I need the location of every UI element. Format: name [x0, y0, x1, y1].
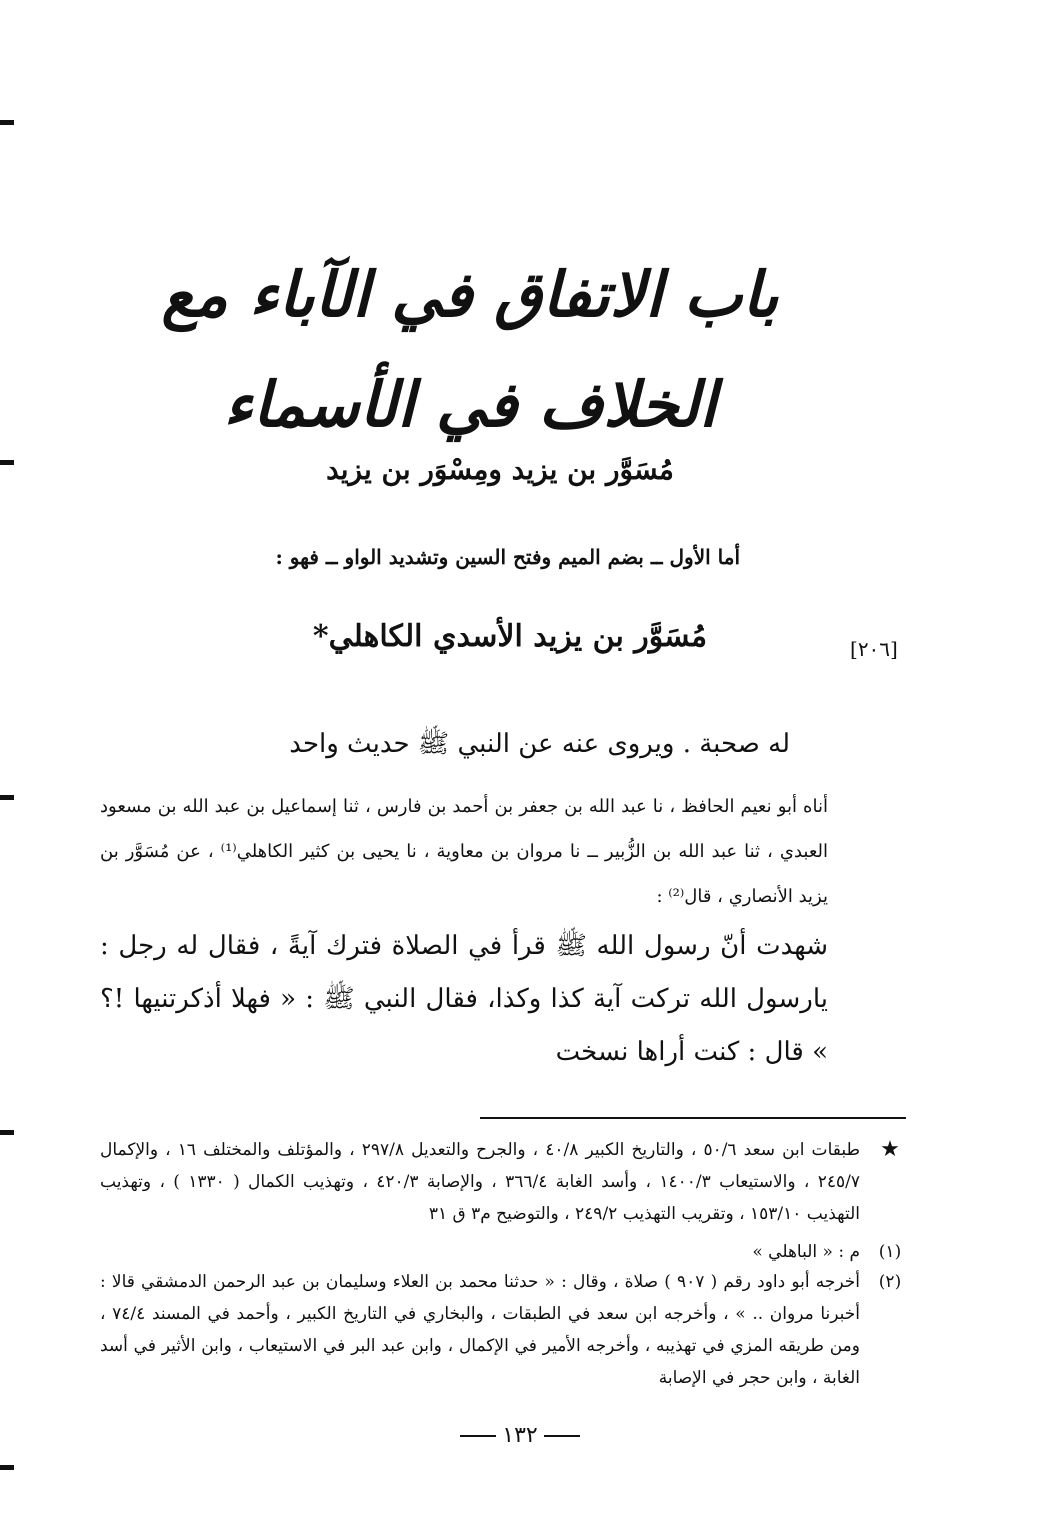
footnote-2	[100, 1266, 910, 1394]
entry-number: [٢٠٦]	[850, 637, 898, 661]
sahaba-line: له صحبة . ويروى عنه عن النبي ﷺ حديث واحد	[289, 729, 790, 759]
isnad-paragraph: أناه أبو نعيم الحافظ ، نا عبد الله بن جعفر بن أحمد بن فارس ، ثنا إسماعيل بن عبد الله بن مسعود العبدي ، ثنا عبد الله بن الزُّبير ــ نا مروان بن معاوية ، نا يحيى بن كثير الكاهلي⁽¹⁾ ، عن مُسَوَّر بن يزيد الأنصاري ، قال⁽²⁾ :	[100, 796, 828, 907]
page-number	[420, 1416, 620, 1456]
scan-edge-mark	[0, 795, 14, 800]
footnote-sources	[100, 1134, 910, 1230]
footnote-marker: (٢)	[878, 1272, 902, 1292]
page-number-dash	[460, 1435, 496, 1437]
section-title: مُسَوَّر بن يزيد ومِسْوَر بن يزيد	[326, 453, 674, 486]
hadith-text: شهدت أنّ رسول الله ﷺ قرأ في الصلاة فترك آيةً ، فقال له رجل : يارسول الله تركت آية كذا وكذا، فقال النبي ﷺ : « فهلا أذكرتنيها !؟ » قال : كنت أراها نسخت	[100, 931, 828, 1067]
footnote-marker: (١)	[878, 1242, 902, 1262]
footnote-marker: ★	[880, 1137, 900, 1162]
footnote-text: طبقات ابن سعد ٥٠/٦ ، والتاريخ الكبير ٤٠/٨ ، والجرح والتعديل ٢٩٧/٨ ، والمؤتلف والمختلف ١٦ ، والإكمال ٢٤٥/٧ ، والاستيعاب ١٤٠٠/٣ ، وأسد الغابة ٣٦٦/٤ ، والإصابة ٤٢٠/٣ ، وتهذيب الكمال ( ١٣٣٠ ) ، وتهذيب التهذيب ١٥٣/١٠ ، وتقريب التهذيب ٢٤٩/٢ ، والتوضيح م٣ ق ٣١	[100, 1140, 861, 1224]
scan-edge-mark	[0, 120, 14, 125]
footnote-separator	[480, 1117, 906, 1119]
footnote-text: أخرجه أبو داود رقم ( ٩٠٧ ) صلاة ، وقال : « حدثنا محمد بن العلاء وسليمان بن عبد الرحمن الدمشقي قالا : أخبرنا مروان .. » ، وأخرجه ابن سعد في الطبقات ، والبخاري في التاريخ الكبير ، وأحمد في المسند ٧٤/٤ ، ومن طريقه المزي في تهذيبه ، وأخرجه الأمير في الإكمال ، وابن عبد البر في الاستيعاب ، وابن الأثير في أسد الغابة ، وابن حجر في الإصابة	[100, 1272, 861, 1388]
entry-title: مُسَوَّر بن يزيد الأسدي الكاهلي*	[312, 619, 708, 654]
footnote-text: م : « الباهلي »	[752, 1242, 860, 1262]
scan-edge-mark	[0, 1465, 14, 1470]
page-number-dash	[544, 1435, 580, 1437]
page-number-value: ١٣٢	[502, 1423, 538, 1448]
footnote-1	[100, 1236, 910, 1268]
chapter-title: باب الاتفاق في الآباء مع الخلاف في الأسماء	[161, 258, 779, 441]
intro-line: أما الأول ــ بضم الميم وفتح السين وتشديد الواو ــ فهو :	[275, 545, 740, 569]
scan-edge-mark	[0, 460, 14, 465]
scan-edge-mark	[0, 1130, 14, 1135]
